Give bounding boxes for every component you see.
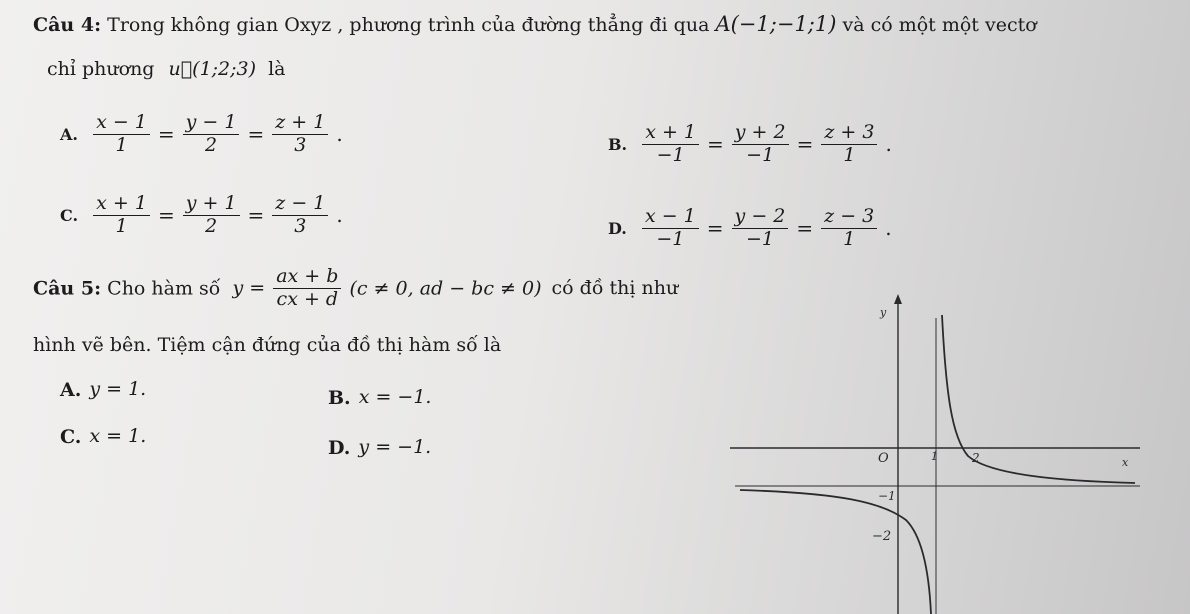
q5-number: Câu 5:: [33, 277, 102, 300]
q4-text3: chỉ phương: [47, 58, 155, 80]
q5-option-b[interactable]: B. x = −1.: [328, 386, 432, 409]
fraction: $\frac{x - 1}{-1}$: [642, 206, 699, 251]
q5-option-a[interactable]: A. y = 1.: [60, 378, 147, 401]
q5-line2: hình vẽ bên. Tiệm cận đứng của đồ thị hàm số là: [33, 334, 502, 356]
q5-text2: có đồ thị như: [551, 277, 679, 300]
origin-label: O: [878, 451, 889, 466]
q4-option-b[interactable]: B. $\frac{x + 1}{-1}$ = $\frac{y + 2}{-1}$ = $\frac{z + 3}{1}$ .: [608, 121, 892, 166]
q4-option-a[interactable]: A. $\frac{x - 1}{1}$ = $\frac{y - 1}{2}$ = $\frac{z + 1}{3}$ .: [60, 111, 343, 156]
tick-label-neg2: −2: [872, 529, 892, 544]
q5-option-d[interactable]: D. y = −1.: [328, 436, 432, 459]
x-axis-label: x: [1122, 456, 1129, 469]
tick-label-1: 1: [931, 450, 938, 463]
q4-point: A(−1;−1;1): [715, 12, 837, 36]
q4-option-d[interactable]: D. $\frac{x - 1}{-1}$ = $\frac{y - 2}{-1}$ = $\frac{z - 3}{1}$ .: [608, 205, 892, 250]
fraction: $\frac{y + 2}{-1}$: [732, 122, 789, 167]
q4-number: Câu 4:: [33, 14, 102, 36]
q5-text1: Cho hàm số: [107, 277, 221, 300]
q4-option-c[interactable]: C. $\frac{x + 1}{1}$ = $\frac{y + 1}{2}$ = $\frac{z - 1}{3}$ .: [60, 192, 343, 237]
q4-text2: và có một một vectơ: [842, 14, 1037, 36]
q5-func-lhs: y =: [232, 277, 266, 300]
fraction: $\frac{z - 3}{1}$: [821, 206, 877, 251]
tick-label-neg1: −1: [878, 489, 896, 503]
tick-label-2: 2: [972, 451, 980, 465]
q4-text1: Trong không gian Oxyz , phương trình của đường thẳng đi qua: [107, 14, 710, 36]
fraction: $\frac{x + 1}{1}$: [93, 193, 150, 238]
q5-option-c[interactable]: C. x = 1.: [60, 425, 147, 448]
q5-function-fraction: $\frac{ax + b}{cx + d}$: [273, 266, 341, 311]
fraction: $\frac{y - 1}{2}$: [183, 112, 240, 157]
y-axis-arrow: [894, 294, 902, 304]
q4-vector: u⃗(1;2;3): [168, 58, 257, 80]
y-axis-label: y: [880, 306, 887, 319]
graph-curve-left: [740, 490, 931, 614]
graph-curve-right: [942, 315, 1135, 483]
fraction: $\frac{x - 1}{1}$: [93, 112, 150, 157]
fraction: $\frac{z + 1}{3}$: [272, 112, 328, 157]
fraction: $\frac{y - 2}{-1}$: [732, 206, 789, 251]
fraction: $\frac{z - 1}{3}$: [272, 193, 328, 238]
q4-text4: là: [268, 58, 286, 80]
q5-condition: (c ≠ 0, ad − bc ≠ 0): [349, 277, 542, 300]
fraction: $\frac{x + 1}{-1}$: [642, 122, 699, 167]
fraction: $\frac{y + 1}{2}$: [183, 193, 240, 238]
fraction: $\frac{z + 3}{1}$: [821, 122, 877, 167]
